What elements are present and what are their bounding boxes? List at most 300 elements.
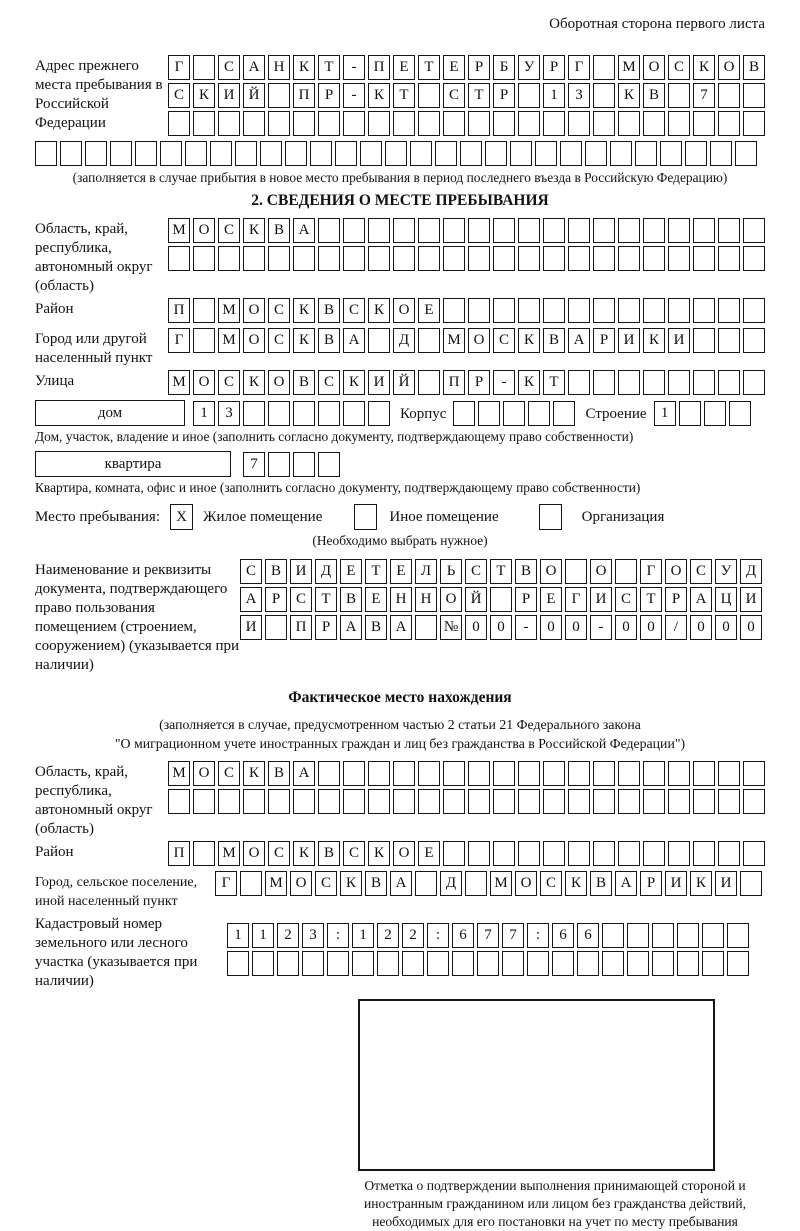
char-box: 1	[654, 401, 676, 426]
char-box	[568, 789, 590, 814]
char-box	[477, 951, 499, 976]
char-box	[493, 111, 515, 136]
char-box	[693, 761, 715, 786]
char-box	[618, 246, 640, 271]
char-box	[168, 246, 190, 271]
char-box: С	[168, 83, 190, 108]
char-box	[493, 761, 515, 786]
char-box	[268, 83, 290, 108]
char-box: 7	[693, 83, 715, 108]
char-box: А	[343, 328, 365, 353]
prev-address-caption: (заполняется в случае прибытия в новое место пребывания в период последнего въезда в Российскую Федерацию)	[72, 170, 728, 185]
char-box	[693, 841, 715, 866]
char-box	[418, 761, 440, 786]
char-box: Т	[315, 587, 337, 612]
char-box	[393, 218, 415, 243]
char-box: О	[540, 559, 562, 584]
char-box	[593, 841, 615, 866]
char-box: К	[293, 55, 315, 80]
char-box: Г	[565, 587, 587, 612]
char-box: Г	[568, 55, 590, 80]
char-box: С	[690, 559, 712, 584]
char-box: Е	[390, 559, 412, 584]
char-box	[677, 923, 699, 948]
char-box: :	[327, 923, 349, 948]
apartment-row	[243, 452, 343, 477]
region-row-1	[168, 218, 768, 243]
char-box	[743, 246, 765, 271]
char-box	[368, 328, 390, 353]
char-box	[718, 841, 740, 866]
char-box	[468, 246, 490, 271]
char-box: 7	[477, 923, 499, 948]
header-note: Оборотная сторона первого листа	[549, 16, 765, 32]
district-row	[168, 298, 768, 323]
char-box	[453, 401, 475, 426]
char-box	[743, 218, 765, 243]
char-box	[543, 841, 565, 866]
stay-type-option-residential: Жилое помещение	[203, 508, 323, 525]
char-box: Л	[415, 559, 437, 584]
char-box	[743, 761, 765, 786]
char-box: Т	[640, 587, 662, 612]
char-box: В	[293, 370, 315, 395]
char-box	[635, 141, 657, 166]
korpus-label: Корпус	[400, 406, 447, 422]
char-box: 3	[302, 923, 324, 948]
char-box	[552, 951, 574, 976]
char-box	[418, 370, 440, 395]
char-box: О	[665, 559, 687, 584]
char-box	[193, 55, 215, 80]
char-box: К	[693, 55, 715, 80]
char-box	[302, 951, 324, 976]
ownership-doc-field	[35, 559, 765, 675]
char-box: В	[318, 298, 340, 323]
char-box: К	[518, 370, 540, 395]
actual-location-subtitle-1: (заполняется в случае, предусмотренном частью 2 статьи 21 Федерального закона	[159, 717, 641, 732]
char-box	[503, 401, 525, 426]
char-box: С	[668, 55, 690, 80]
char-box: 6	[552, 923, 574, 948]
char-box	[493, 246, 515, 271]
char-box	[415, 615, 437, 640]
char-box: О	[393, 841, 415, 866]
char-box: А	[240, 587, 262, 612]
char-box	[210, 141, 232, 166]
char-box: /	[665, 615, 687, 640]
char-box: А	[243, 55, 265, 80]
region-row-2	[168, 246, 768, 271]
char-box	[193, 328, 215, 353]
char-box	[510, 141, 532, 166]
char-box	[343, 246, 365, 271]
char-box: О	[193, 761, 215, 786]
char-box	[693, 246, 715, 271]
char-box	[493, 298, 515, 323]
char-box	[293, 111, 315, 136]
char-box: Т	[365, 559, 387, 584]
char-box	[360, 141, 382, 166]
char-box: О	[268, 370, 290, 395]
char-box	[393, 111, 415, 136]
char-box: А	[390, 615, 412, 640]
char-box: С	[443, 83, 465, 108]
char-box: В	[743, 55, 765, 80]
char-box: К	[340, 871, 362, 896]
street-row	[168, 370, 768, 395]
char-box	[668, 841, 690, 866]
prev-address-row-2	[168, 83, 768, 108]
char-box: В	[340, 587, 362, 612]
char-box	[585, 141, 607, 166]
char-box	[218, 111, 240, 136]
korpus-row	[453, 401, 578, 426]
char-box: И	[668, 328, 690, 353]
char-box	[543, 246, 565, 271]
char-box	[318, 218, 340, 243]
char-box	[468, 218, 490, 243]
char-box	[277, 951, 299, 976]
char-box	[643, 761, 665, 786]
char-box: И	[740, 587, 762, 612]
char-box: :	[527, 923, 549, 948]
char-box	[740, 871, 762, 896]
char-box: Е	[418, 298, 440, 323]
char-box: 2	[377, 923, 399, 948]
char-box	[668, 761, 690, 786]
char-box	[335, 141, 357, 166]
char-box	[485, 141, 507, 166]
char-box: К	[618, 83, 640, 108]
char-box: С	[318, 370, 340, 395]
char-box	[443, 761, 465, 786]
char-box	[718, 246, 740, 271]
char-box: С	[290, 587, 312, 612]
char-box: С	[218, 55, 240, 80]
stay-type-check-organization	[539, 504, 562, 530]
char-box	[243, 401, 265, 426]
cadastre-field	[35, 913, 765, 991]
char-box: О	[643, 55, 665, 80]
char-box: К	[243, 370, 265, 395]
char-box: 2	[402, 923, 424, 948]
char-box: Е	[418, 841, 440, 866]
char-box	[568, 298, 590, 323]
stroenie-row	[654, 401, 754, 426]
char-box	[385, 141, 407, 166]
char-box	[553, 401, 575, 426]
char-box	[593, 789, 615, 814]
char-box: П	[168, 298, 190, 323]
char-box	[518, 246, 540, 271]
char-box: М	[168, 218, 190, 243]
char-box: Ь	[440, 559, 462, 584]
char-box	[293, 246, 315, 271]
char-box	[729, 401, 751, 426]
char-box	[702, 923, 724, 948]
char-box: С	[465, 559, 487, 584]
char-box	[618, 298, 640, 323]
char-box: 6	[452, 923, 474, 948]
char-box	[528, 401, 550, 426]
cadastre-label: Кадастровый номер земельного или лесного участка (указывается при наличии)	[35, 916, 198, 989]
char-box	[593, 370, 615, 395]
char-box	[35, 141, 57, 166]
char-box: Т	[468, 83, 490, 108]
stay-type-caption: (Необходимо выбрать нужное)	[312, 533, 488, 548]
char-box	[693, 298, 715, 323]
char-box	[285, 141, 307, 166]
char-box: П	[443, 370, 465, 395]
char-box: В	[543, 328, 565, 353]
char-box	[668, 218, 690, 243]
char-box: П	[290, 615, 312, 640]
char-box: Н	[390, 587, 412, 612]
char-box: И	[368, 370, 390, 395]
house-field	[35, 400, 765, 426]
char-box: О	[243, 328, 265, 353]
char-box	[368, 111, 390, 136]
char-box: 0	[740, 615, 762, 640]
char-box	[643, 246, 665, 271]
char-box	[160, 141, 182, 166]
stay-type-check-residential: X	[170, 504, 193, 530]
char-box	[443, 218, 465, 243]
char-box	[468, 841, 490, 866]
char-box: О	[718, 55, 740, 80]
char-box	[527, 951, 549, 976]
char-box: В	[515, 559, 537, 584]
char-box: В	[590, 871, 612, 896]
char-box: Т	[543, 370, 565, 395]
char-box	[602, 923, 624, 948]
char-box	[568, 370, 590, 395]
char-box: К	[690, 871, 712, 896]
char-box: 1	[227, 923, 249, 948]
char-box	[718, 761, 740, 786]
char-box	[110, 141, 132, 166]
char-box: С	[493, 328, 515, 353]
char-box: Г	[168, 55, 190, 80]
char-box: М	[168, 761, 190, 786]
char-box: С	[540, 871, 562, 896]
char-box: Й	[243, 83, 265, 108]
char-box	[668, 370, 690, 395]
char-box	[668, 789, 690, 814]
stroenie-label: Строение	[585, 406, 647, 422]
char-box	[393, 761, 415, 786]
char-box	[310, 141, 332, 166]
char-box: П	[368, 55, 390, 80]
char-box	[402, 951, 424, 976]
char-box: И	[665, 871, 687, 896]
char-box: Р	[468, 370, 490, 395]
char-box	[727, 923, 749, 948]
char-box: Б	[493, 55, 515, 80]
stay-type-option-organization: Организация	[581, 508, 665, 525]
char-box	[593, 246, 615, 271]
prev-address-row-3	[168, 111, 768, 136]
char-box	[343, 111, 365, 136]
char-box	[718, 218, 740, 243]
char-box	[218, 789, 240, 814]
char-box: И	[218, 83, 240, 108]
char-box: С	[343, 298, 365, 323]
street-field	[35, 370, 765, 398]
char-box	[418, 83, 440, 108]
char-box	[443, 841, 465, 866]
char-box	[478, 401, 500, 426]
char-box	[343, 401, 365, 426]
char-box	[327, 951, 349, 976]
char-box: 0	[715, 615, 737, 640]
actual-city-label: Город, сельское поселение, иной населенный пункт	[35, 875, 198, 909]
ownership-doc-row-2	[240, 587, 765, 612]
char-box	[240, 871, 262, 896]
char-box	[468, 789, 490, 814]
char-box	[393, 789, 415, 814]
char-box: Г	[640, 559, 662, 584]
char-box: Р	[665, 587, 687, 612]
char-box: Д	[440, 871, 462, 896]
char-box: -	[343, 83, 365, 108]
actual-region-label: Область, край, республика, автономный округ (область)	[35, 764, 153, 837]
char-box: В	[268, 218, 290, 243]
char-box: Й	[393, 370, 415, 395]
char-box: 1	[352, 923, 374, 948]
actual-location-title: Фактическое место нахождения	[288, 689, 512, 706]
char-box	[568, 841, 590, 866]
char-box	[565, 559, 587, 584]
actual-district-row	[168, 841, 768, 866]
char-box: 0	[640, 615, 662, 640]
char-box: С	[615, 587, 637, 612]
char-box: 0	[690, 615, 712, 640]
char-box: 0	[490, 615, 512, 640]
char-box	[318, 111, 340, 136]
char-box	[627, 951, 649, 976]
ownership-doc-row-1	[240, 559, 765, 584]
char-box	[668, 111, 690, 136]
char-box: Е	[540, 587, 562, 612]
char-box	[643, 370, 665, 395]
region-label: Область, край, республика, автономный округ (область)	[35, 221, 153, 294]
char-box: И	[240, 615, 262, 640]
char-box	[435, 141, 457, 166]
char-box: У	[715, 559, 737, 584]
prev-address-rows	[168, 55, 768, 139]
char-box	[643, 789, 665, 814]
char-box: В	[268, 761, 290, 786]
char-box: 0	[465, 615, 487, 640]
char-box: О	[193, 218, 215, 243]
char-box: Д	[740, 559, 762, 584]
house-caption: Дом, участок, владение и иное (заполнить согласно документу, подтверждающему право собственности)	[35, 429, 634, 444]
street-label: Улица	[35, 373, 75, 389]
char-box: В	[318, 841, 340, 866]
char-box: М	[218, 328, 240, 353]
city-field	[35, 328, 765, 368]
char-box: К	[293, 298, 315, 323]
char-box: О	[290, 871, 312, 896]
char-box	[735, 141, 757, 166]
char-box: О	[243, 298, 265, 323]
char-box	[218, 246, 240, 271]
char-box: В	[365, 615, 387, 640]
char-box	[660, 141, 682, 166]
actual-district-label: Район	[35, 844, 74, 860]
stay-type-option-other: Иное помещение	[389, 508, 499, 525]
char-box	[743, 111, 765, 136]
char-box	[668, 298, 690, 323]
char-box: 0	[540, 615, 562, 640]
char-box	[168, 789, 190, 814]
char-box: №	[440, 615, 462, 640]
char-box: Е	[365, 587, 387, 612]
char-box	[718, 298, 740, 323]
prev-address-row-1	[168, 55, 768, 80]
city-row	[168, 328, 768, 353]
actual-region-field	[35, 761, 765, 839]
char-box	[343, 218, 365, 243]
char-box: И	[715, 871, 737, 896]
char-box: К	[243, 761, 265, 786]
char-box: К	[518, 328, 540, 353]
char-box	[418, 111, 440, 136]
char-box: 1	[543, 83, 565, 108]
district-field	[35, 298, 765, 326]
char-box: 7	[502, 923, 524, 948]
char-box	[243, 246, 265, 271]
char-box: Р	[493, 83, 515, 108]
char-box: А	[615, 871, 637, 896]
char-box: -	[343, 55, 365, 80]
char-box: О	[193, 370, 215, 395]
prev-address-row-4	[35, 141, 765, 166]
char-box	[543, 218, 565, 243]
char-box	[568, 111, 590, 136]
char-box: О	[440, 587, 462, 612]
char-box	[560, 141, 582, 166]
char-box	[318, 452, 340, 477]
char-box: У	[518, 55, 540, 80]
char-box	[704, 401, 726, 426]
apartment-widebox: квартира	[35, 451, 231, 477]
char-box	[693, 370, 715, 395]
char-box	[268, 452, 290, 477]
char-box	[268, 789, 290, 814]
char-box: Р	[315, 615, 337, 640]
char-box	[293, 789, 315, 814]
char-box	[318, 761, 340, 786]
char-box	[393, 246, 415, 271]
char-box: В	[643, 83, 665, 108]
ownership-doc-label: Наименование и реквизиты документа, подтверждающего право пользования помещением (строением, сооружением) (указывается при наличии)	[35, 562, 240, 673]
char-box: Т	[318, 55, 340, 80]
char-box	[618, 218, 640, 243]
char-box	[352, 951, 374, 976]
char-box	[452, 951, 474, 976]
char-box: 6	[577, 923, 599, 948]
ownership-doc-row-3	[240, 615, 765, 640]
char-box: Е	[340, 559, 362, 584]
char-box	[727, 951, 749, 976]
char-box	[318, 246, 340, 271]
char-box: 7	[243, 452, 265, 477]
house-number-row	[193, 401, 393, 426]
char-box	[443, 298, 465, 323]
